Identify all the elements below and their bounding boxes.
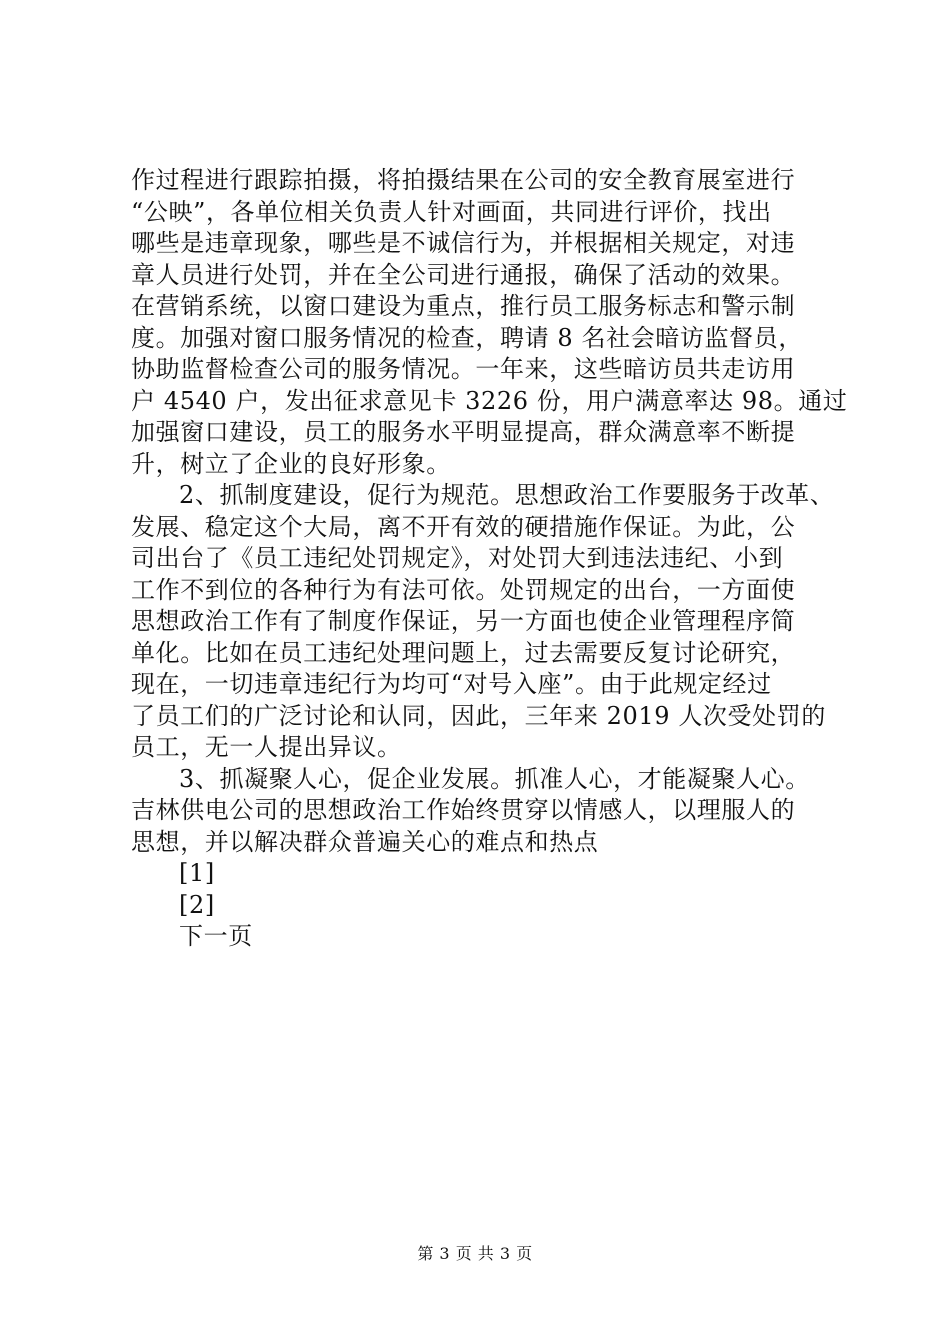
text-line: 度。加强对窗口服务情况的检查，聘请 8 名社会暗访监督员， — [131, 323, 803, 352]
paragraph-3-heading-line: 3、抓凝聚人心，促企业发展。抓准人心，才能凝聚人心。 — [179, 764, 810, 793]
text-line: “公映”，各单位相关负责人针对画面，共同进行评价，找出 — [131, 197, 772, 226]
text-line: 户 4540 户，发出征求意见卡 3226 份，用户满意率达 98。通过 — [131, 386, 848, 415]
text-line: 在营销系统，以窗口建设为重点，推行员工服务标志和警示制 — [131, 292, 796, 320]
text-line: 思想政治工作有了制度作保证，另一方面也使企业管理程序简 — [131, 607, 796, 635]
text-line: 协助监督检查公司的服务情况。一年来，这些暗访员共走访用 — [131, 355, 796, 383]
text-line: 升，树立了企业的良好形象。 — [131, 449, 451, 478]
text-line: 发展、稳定这个大局，离不开有效的硬措施作保证。为此，公 — [131, 512, 796, 541]
text-line: 章人员进行处罚，并在全公司进行通报，确保了活动的效果。 — [131, 260, 796, 289]
text-line: 工作不到位的各种行为有法可依。处罚规定的出台，一方面使 — [131, 575, 796, 604]
text-line: 思想，并以解决群众普遍关心的难点和热点 — [131, 827, 599, 856]
text-line: 单化。比如在员工违纪处理问题上，过去需要反复讨论研究， — [131, 638, 796, 667]
text-line: 现在，一切违章违纪行为均可“对号入座”。由于此规定经过 — [131, 670, 772, 698]
page-link-1[interactable]: [1] — [179, 859, 215, 887]
next-page-link[interactable]: 下一页 — [179, 922, 253, 950]
text-line: 哪些是违章现象，哪些是不诚信行为，并根据相关规定，对违 — [131, 229, 796, 257]
document-body — [131, 165, 848, 953]
text-line: 员工，无一人提出异议。 — [131, 733, 402, 761]
text-line: 加强窗口建设，员工的服务水平明显提高，群众满意率不断提 — [131, 418, 796, 446]
page-link-2[interactable]: [2] — [179, 890, 215, 919]
page-number-footer: 第 3 页 共 3 页 — [417, 1244, 533, 1263]
text-line: 吉林供电公司的思想政治工作始终贯穿以情感人，以理服人的 — [131, 796, 796, 824]
text-line: 了员工们的广泛讨论和认同，因此，三年来 2019 人次受处罚的 — [131, 701, 826, 730]
text-line: 作过程进行跟踪拍摄，将拍摄结果在公司的安全教育展室进行 — [131, 166, 796, 194]
text-line: 司出台了《员工违纪处罚规定》，对处罚大到违法违纪、小到 — [131, 544, 784, 572]
paragraph-2-heading-line: 2、抓制度建设，促行为规范。思想政治工作要服务于改革、 — [179, 481, 835, 509]
